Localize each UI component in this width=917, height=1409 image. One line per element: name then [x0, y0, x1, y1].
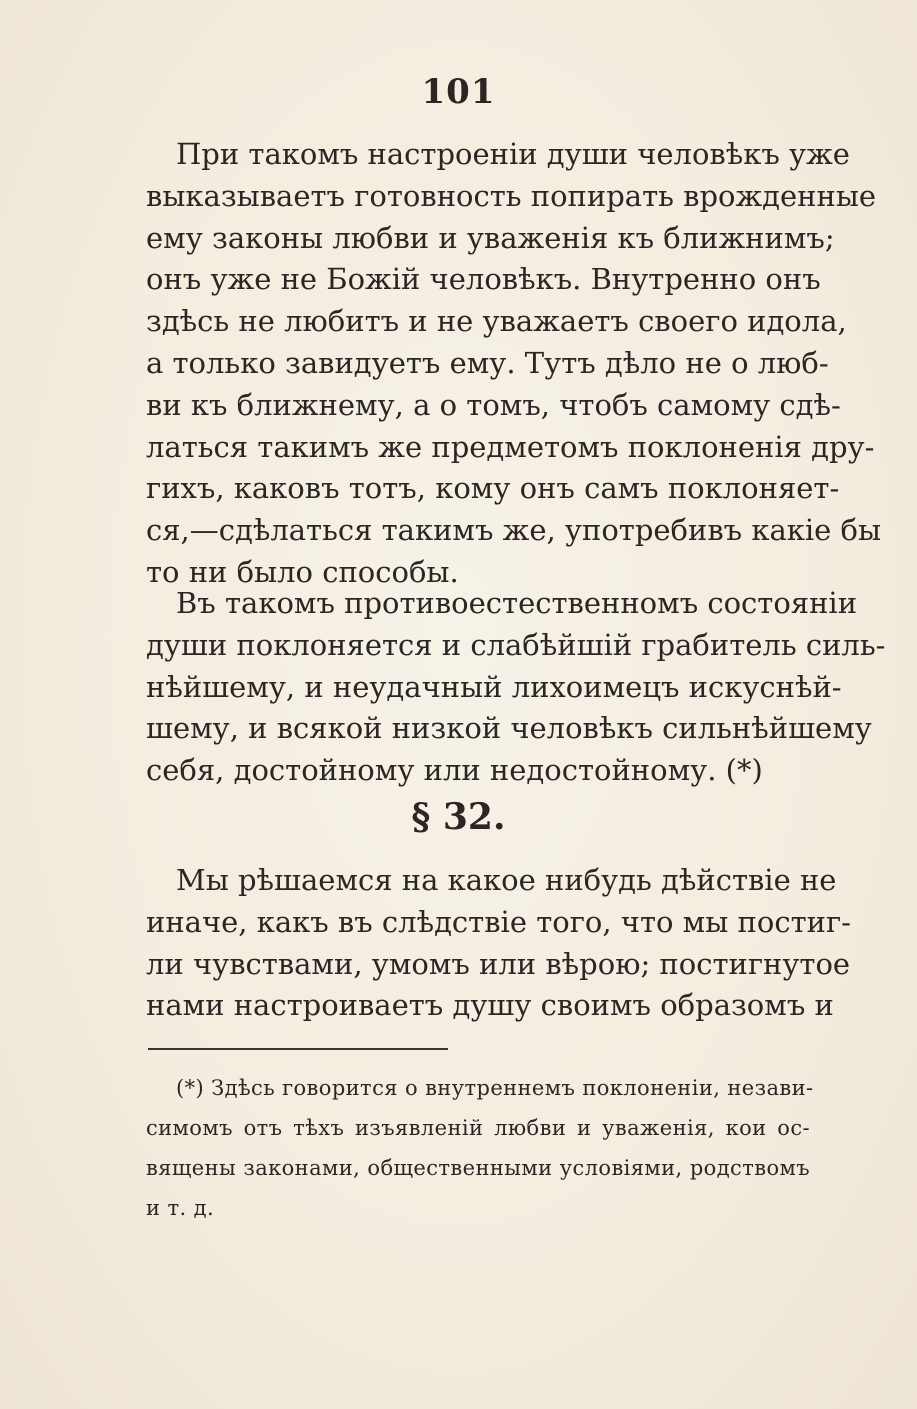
text-line: Въ такомъ противоестественномъ состояніи: [176, 586, 858, 620]
text-line: латься такимъ же предметомъ поклоненія дру-: [146, 429, 875, 464]
footnote-divider: [148, 1048, 448, 1050]
text-line: души поклоняется и слабѣйшій грабитель силь-: [146, 627, 886, 662]
section-heading: § 32.: [411, 796, 506, 838]
text-line: то ни было способы.: [146, 554, 459, 589]
text-line: иначе, какъ въ слѣдствіе того, что мы постиг-: [146, 904, 851, 939]
paragraph-3: [146, 860, 851, 1027]
paragraph-1: [146, 134, 882, 594]
footnote-line: (*) Здѣсь говорится о внутреннемъ поклоненіи, незави-: [176, 1076, 814, 1100]
text-line: гихъ, каковъ тотъ, кому онъ самъ поклоняет-: [146, 471, 840, 506]
text-line: нами настроиваетъ душу своимъ образомъ и: [146, 988, 834, 1023]
footnote-line: и т. д.: [146, 1196, 215, 1220]
text-line: онъ уже не Божій человѣкъ. Внутренно онъ: [146, 262, 821, 297]
text-line: нѣйшему, и неудачный лихоимецъ искуснѣй-: [146, 669, 842, 704]
text-line: выказываетъ готовность попирать врожденные: [146, 178, 877, 213]
text-line: шему, и всякой низкой человѣкъ сильнѣйшему: [146, 711, 872, 746]
footnote-line: симомъ отъ тѣхъ изъявленій любви и уваженія, кои ос-: [146, 1116, 810, 1140]
text-line: здѣсь не любитъ и не уважаетъ своего идола,: [146, 304, 847, 339]
text-line: ся,—сдѣлаться такимъ же, употребивъ какіе бы: [146, 513, 882, 548]
paragraph-2: [146, 583, 886, 792]
page-number: 101: [421, 72, 496, 112]
text-line: ви къ ближнему, а о томъ, чтобъ самому сдѣ-: [146, 387, 841, 422]
text-line: а только завидуетъ ему. Тутъ дѣло не о люб-: [146, 345, 829, 380]
text-line: себя, достойному или недостойному. (*): [146, 753, 763, 788]
text-line: ли чувствами, умомъ или вѣрою; постигнутое: [146, 946, 851, 981]
text-line: ему законы любви и уваженія къ ближнимъ;: [146, 220, 835, 255]
text-line: При такомъ настроеніи души человѣкъ уже: [176, 137, 850, 171]
footnote: [146, 1068, 814, 1228]
text-line: Мы рѣшаемся на какое нибудь дѣйствіе не: [176, 863, 837, 897]
footnote-line: вящены законами, общественными условіями, родствомъ: [146, 1156, 810, 1180]
